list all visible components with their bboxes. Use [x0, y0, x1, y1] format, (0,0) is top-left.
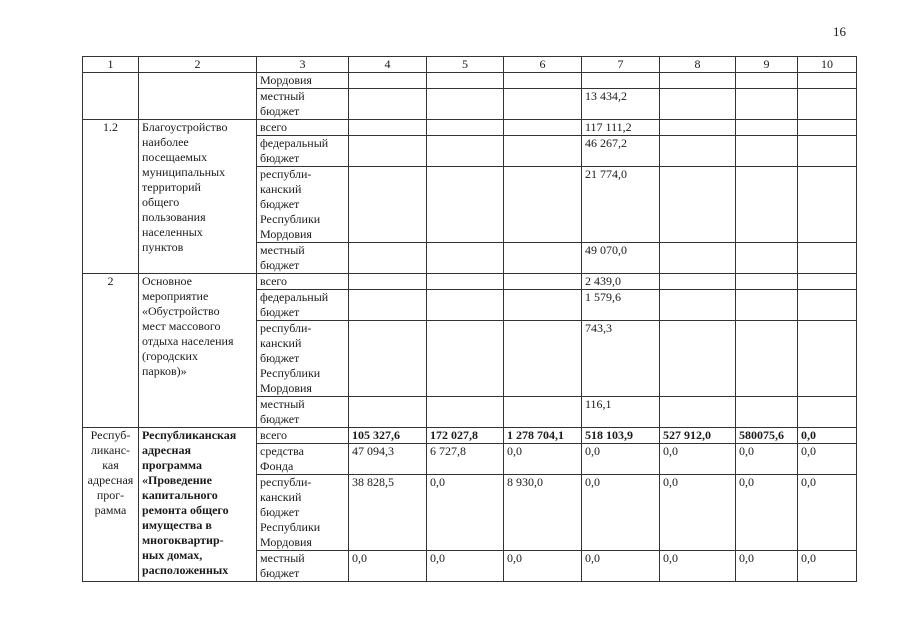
amount-cell [736, 167, 798, 243]
amount-cell [736, 290, 798, 321]
amount-cell: 0,0 [427, 551, 504, 582]
table-row [83, 274, 857, 290]
column-header: 1 [83, 57, 139, 73]
section-number: 2 [83, 274, 139, 428]
amount-cell: 1 579,6 [582, 290, 660, 321]
amount-cell: 117 111,2 [582, 120, 660, 136]
amount-cell [660, 290, 736, 321]
amount-cell: 0,0 [798, 428, 857, 444]
section-name: Благоустройство наиболее посещаемых муниципальных территорий общего пользования населенных пунктов [139, 120, 257, 274]
amount-cell [736, 397, 798, 428]
amount-cell: 0,0 [582, 444, 660, 475]
section-name: Основное мероприятие «Обустройство мест массового отдыха населения (городских парков)» [139, 274, 257, 428]
funding-source: республи- канский бюджет Республики Мордовия [257, 321, 349, 397]
section-number: Респуб- ликанс- кая адресная прог- рамма [83, 428, 139, 582]
amount-cell: 0,0 [660, 444, 736, 475]
amount-cell [349, 167, 427, 243]
funding-source: всего [257, 274, 349, 290]
amount-cell [660, 73, 736, 89]
amount-cell [427, 89, 504, 120]
amount-cell: 0,0 [736, 551, 798, 582]
funding-source: средства Фонда [257, 444, 349, 475]
column-header: 10 [798, 57, 857, 73]
funding-source: республи- канский бюджет Республики Мордовия [257, 167, 349, 243]
amount-cell [504, 167, 582, 243]
amount-cell [660, 397, 736, 428]
amount-cell [736, 120, 798, 136]
amount-cell [427, 274, 504, 290]
column-header: 9 [736, 57, 798, 73]
amount-cell [427, 120, 504, 136]
amount-cell: 2 439,0 [582, 274, 660, 290]
amount-cell [504, 274, 582, 290]
amount-cell: 0,0 [798, 444, 857, 475]
amount-cell: 172 027,8 [427, 428, 504, 444]
funding-source: местный бюджет [257, 551, 349, 582]
amount-cell [736, 274, 798, 290]
amount-cell [798, 136, 857, 167]
amount-cell [660, 136, 736, 167]
amount-cell: 47 094,3 [349, 444, 427, 475]
amount-cell [660, 120, 736, 136]
amount-cell [798, 397, 857, 428]
amount-cell: 8 930,0 [504, 475, 582, 551]
section-name [139, 73, 257, 120]
column-header-row [83, 57, 857, 73]
column-header: 8 [660, 57, 736, 73]
funding-source: Мордовия [257, 73, 349, 89]
funding-source: республи- канский бюджет Республики Мордовия [257, 475, 349, 551]
amount-cell [798, 274, 857, 290]
amount-cell: 0,0 [349, 551, 427, 582]
funding-source: федеральный бюджет [257, 136, 349, 167]
amount-cell [349, 89, 427, 120]
amount-cell [504, 120, 582, 136]
amount-cell [798, 243, 857, 274]
section-number: 1.2 [83, 120, 139, 274]
amount-cell [798, 89, 857, 120]
amount-cell [798, 290, 857, 321]
amount-cell: 1 278 704,1 [504, 428, 582, 444]
amount-cell: 46 267,2 [582, 136, 660, 167]
amount-cell [736, 321, 798, 397]
amount-cell [349, 136, 427, 167]
amount-cell [504, 290, 582, 321]
funding-source: местный бюджет [257, 397, 349, 428]
amount-cell [427, 167, 504, 243]
amount-cell [427, 397, 504, 428]
table-row [83, 428, 857, 444]
amount-cell: 0,0 [660, 551, 736, 582]
amount-cell [736, 243, 798, 274]
amount-cell [504, 73, 582, 89]
funding-source: местный бюджет [257, 89, 349, 120]
amount-cell [504, 243, 582, 274]
amount-cell [736, 89, 798, 120]
amount-cell [349, 397, 427, 428]
amount-cell: 0,0 [582, 475, 660, 551]
amount-cell [660, 274, 736, 290]
section-number [83, 73, 139, 120]
column-header: 6 [504, 57, 582, 73]
column-header: 2 [139, 57, 257, 73]
amount-cell: 518 103,9 [582, 428, 660, 444]
amount-cell: 743,3 [582, 321, 660, 397]
amount-cell: 0,0 [504, 551, 582, 582]
amount-cell: 580075,6 [736, 428, 798, 444]
amount-cell: 0,0 [798, 551, 857, 582]
amount-cell [660, 89, 736, 120]
amount-cell [349, 274, 427, 290]
amount-cell [427, 243, 504, 274]
amount-cell: 105 327,6 [349, 428, 427, 444]
amount-cell: 38 828,5 [349, 475, 427, 551]
amount-cell [736, 136, 798, 167]
amount-cell [349, 290, 427, 321]
amount-cell [582, 73, 660, 89]
amount-cell: 21 774,0 [582, 167, 660, 243]
amount-cell [504, 136, 582, 167]
amount-cell [660, 243, 736, 274]
table-body [83, 57, 857, 582]
funding-source: всего [257, 428, 349, 444]
amount-cell [427, 321, 504, 397]
amount-cell [427, 290, 504, 321]
amount-cell [349, 120, 427, 136]
funding-source: федеральный бюджет [257, 290, 349, 321]
budget-table [82, 56, 857, 582]
amount-cell [504, 89, 582, 120]
amount-cell [798, 120, 857, 136]
funding-source: местный бюджет [257, 243, 349, 274]
amount-cell: 0,0 [798, 475, 857, 551]
amount-cell [504, 397, 582, 428]
amount-cell [427, 136, 504, 167]
amount-cell [349, 243, 427, 274]
amount-cell: 0,0 [736, 475, 798, 551]
column-header: 7 [582, 57, 660, 73]
amount-cell [349, 321, 427, 397]
amount-cell: 0,0 [736, 444, 798, 475]
amount-cell [349, 73, 427, 89]
amount-cell [798, 321, 857, 397]
amount-cell [504, 321, 582, 397]
amount-cell [798, 167, 857, 243]
amount-cell: 0,0 [504, 444, 582, 475]
column-header: 3 [257, 57, 349, 73]
amount-cell: 13 434,2 [582, 89, 660, 120]
amount-cell [798, 73, 857, 89]
amount-cell: 6 727,8 [427, 444, 504, 475]
amount-cell: 0,0 [427, 475, 504, 551]
amount-cell: 116,1 [582, 397, 660, 428]
amount-cell: 0,0 [582, 551, 660, 582]
table-row [83, 120, 857, 136]
amount-cell: 527 912,0 [660, 428, 736, 444]
amount-cell: 0,0 [660, 475, 736, 551]
amount-cell [660, 167, 736, 243]
amount-cell [736, 73, 798, 89]
page-number: 16 [833, 24, 846, 39]
section-name: Республиканская адресная программа «Проведение капитального ремонта общего имущества в многоквартир- ных домах, расположенных [139, 428, 257, 582]
funding-source: всего [257, 120, 349, 136]
column-header: 4 [349, 57, 427, 73]
amount-cell [660, 321, 736, 397]
column-header: 5 [427, 57, 504, 73]
amount-cell [427, 73, 504, 89]
amount-cell: 49 070,0 [582, 243, 660, 274]
table-row [83, 73, 857, 89]
